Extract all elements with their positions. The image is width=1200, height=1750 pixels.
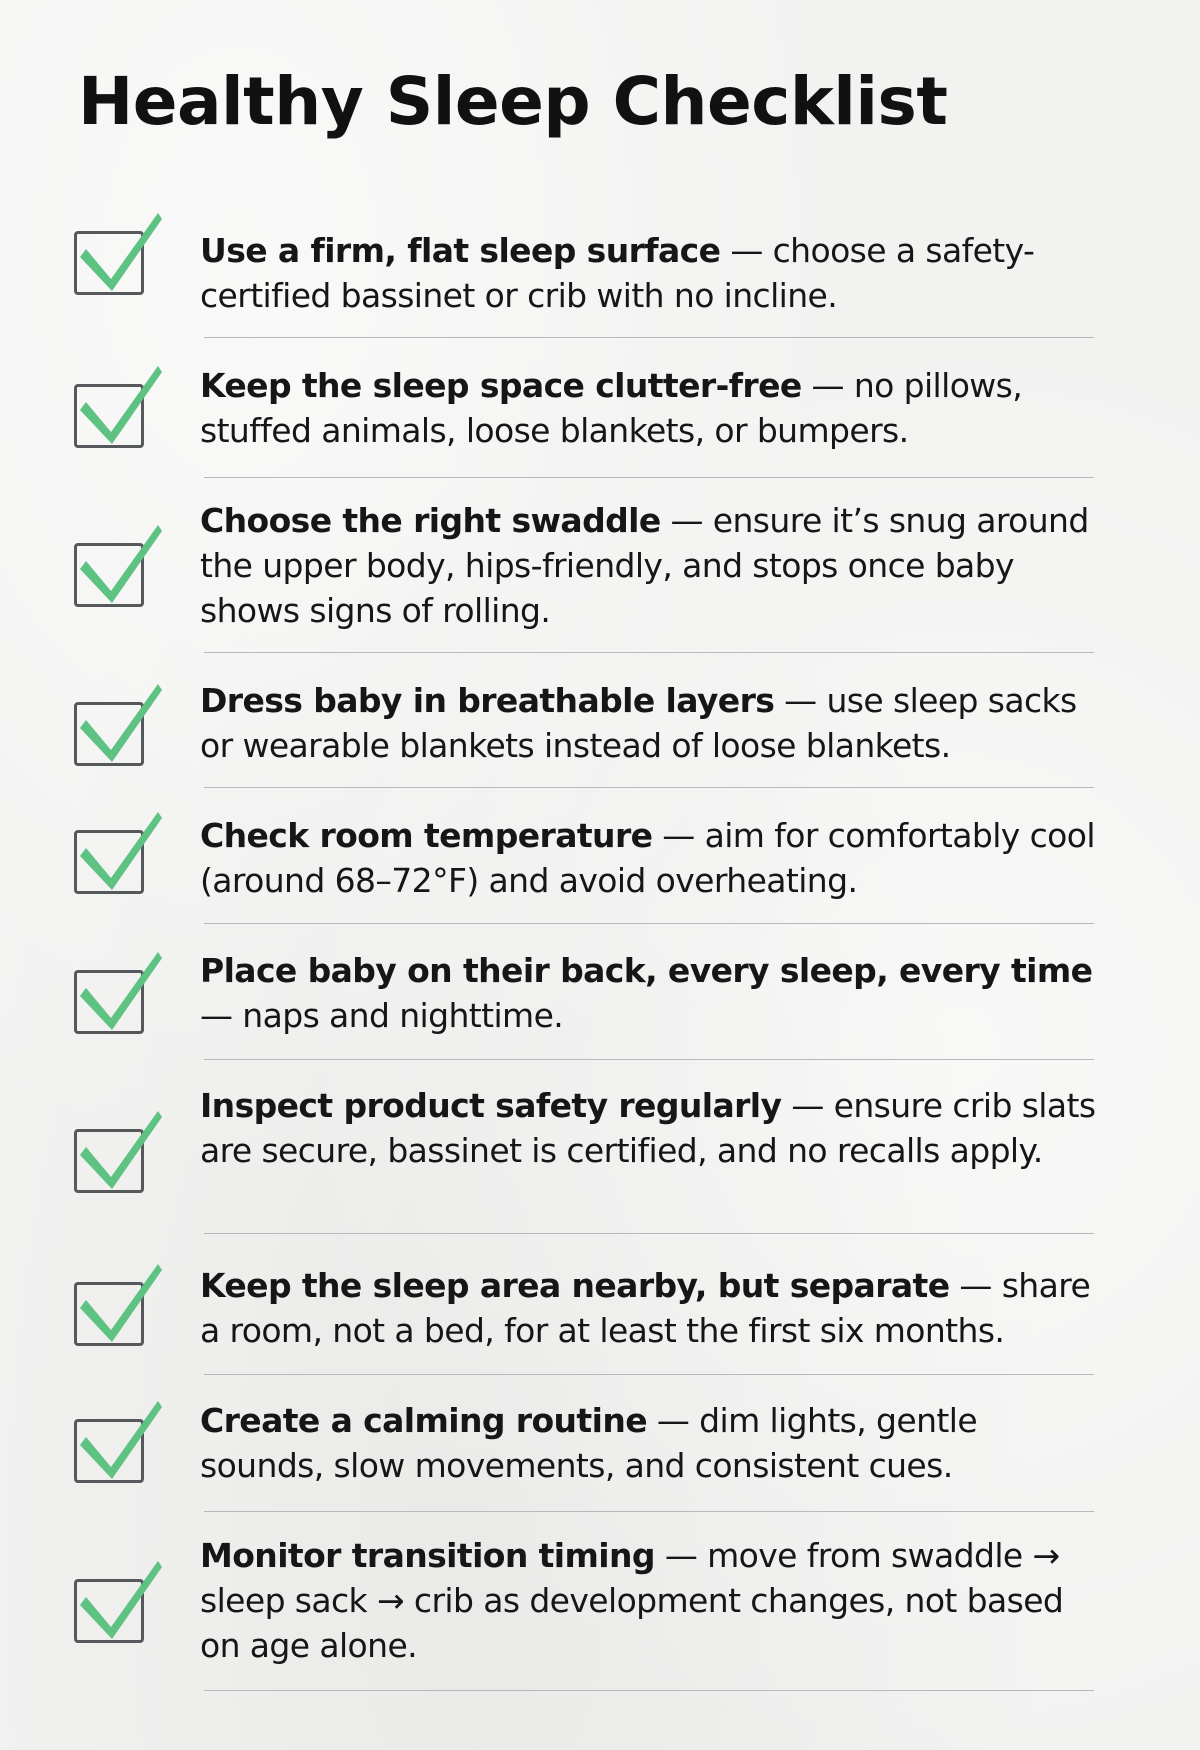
item-detail-text: — naps and nighttime.: [200, 996, 564, 1035]
checklist-item-text: [200, 1083, 1100, 1173]
item-bold-text: Inspect product safety regularly: [200, 1086, 782, 1125]
checklist-item-text: [200, 1398, 1100, 1488]
checklist-item-text: [200, 363, 1100, 453]
divider: [204, 1511, 1094, 1512]
item-bold-text: Keep the sleep space clutter-free: [200, 366, 802, 405]
item-detail-text: — no pillows, stuffed animals, loose blankets, or bumpers.: [200, 366, 1023, 450]
item-detail-text: — use sleep sacks or wearable blankets instead of loose blankets.: [200, 681, 1077, 765]
checkmark-icon: [78, 1256, 164, 1342]
item-bold-text: Create a calming routine: [200, 1401, 647, 1440]
item-bold-text: Place baby on their back, every sleep, every time: [200, 951, 1093, 990]
divider: [204, 923, 1094, 924]
page-title: Healthy Sleep Checklist: [78, 63, 948, 140]
item-bold-text: Monitor transition timing: [200, 1536, 655, 1575]
item-detail-text: — share a room, not a bed, for at least the first six months.: [200, 1266, 1091, 1350]
checklist-item-text: [200, 498, 1100, 633]
checklist-item-text: [200, 948, 1100, 1038]
checkmark-icon: [78, 1553, 164, 1639]
item-bold-text: Dress baby in breathable layers: [200, 681, 775, 720]
checklist-item-text: [200, 678, 1100, 768]
item-bold-text: Use a firm, flat sleep surface: [200, 231, 721, 270]
checkmark-icon: [78, 676, 164, 762]
item-detail-text: — dim lights, gentle sounds, slow movements, and consistent cues.: [200, 1401, 978, 1485]
divider: [204, 1059, 1094, 1060]
divider: [204, 1690, 1094, 1691]
item-detail-text: — move from swaddle → sleep sack → crib as development changes, not based on age alone.: [200, 1536, 1064, 1665]
divider: [204, 652, 1094, 653]
checkmark-icon: [78, 517, 164, 603]
divider: [204, 337, 1094, 338]
item-bold-text: Keep the sleep area nearby, but separate: [200, 1266, 950, 1305]
item-detail-text: — ensure crib slats are secure, bassinet is certified, and no recalls apply.: [200, 1086, 1096, 1170]
checkmark-icon: [78, 804, 164, 890]
divider: [204, 477, 1094, 478]
item-detail-text: — choose a safety-certified bassinet or crib with no incline.: [200, 231, 1035, 315]
checkmark-icon: [78, 944, 164, 1030]
checklist-item-text: [200, 813, 1100, 903]
checklist-item-text: [200, 1533, 1100, 1668]
checkmark-icon: [78, 358, 164, 444]
divider: [204, 1374, 1094, 1375]
checkmark-icon: [78, 1103, 164, 1189]
item-bold-text: Choose the right swaddle: [200, 501, 661, 540]
checkmark-icon: [78, 205, 164, 291]
divider: [204, 787, 1094, 788]
checkmark-icon: [78, 1393, 164, 1479]
item-detail-text: — aim for comfortably cool (around 68–72°F) and avoid overheating.: [200, 816, 1095, 900]
checklist-item-text: [200, 228, 1100, 318]
divider: [204, 1233, 1094, 1234]
checklist-item-text: [200, 1263, 1100, 1353]
item-bold-text: Check room temperature: [200, 816, 653, 855]
item-detail-text: — ensure it’s snug around the upper body, hips-friendly, and stops once baby shows signs of rolling.: [200, 501, 1089, 630]
